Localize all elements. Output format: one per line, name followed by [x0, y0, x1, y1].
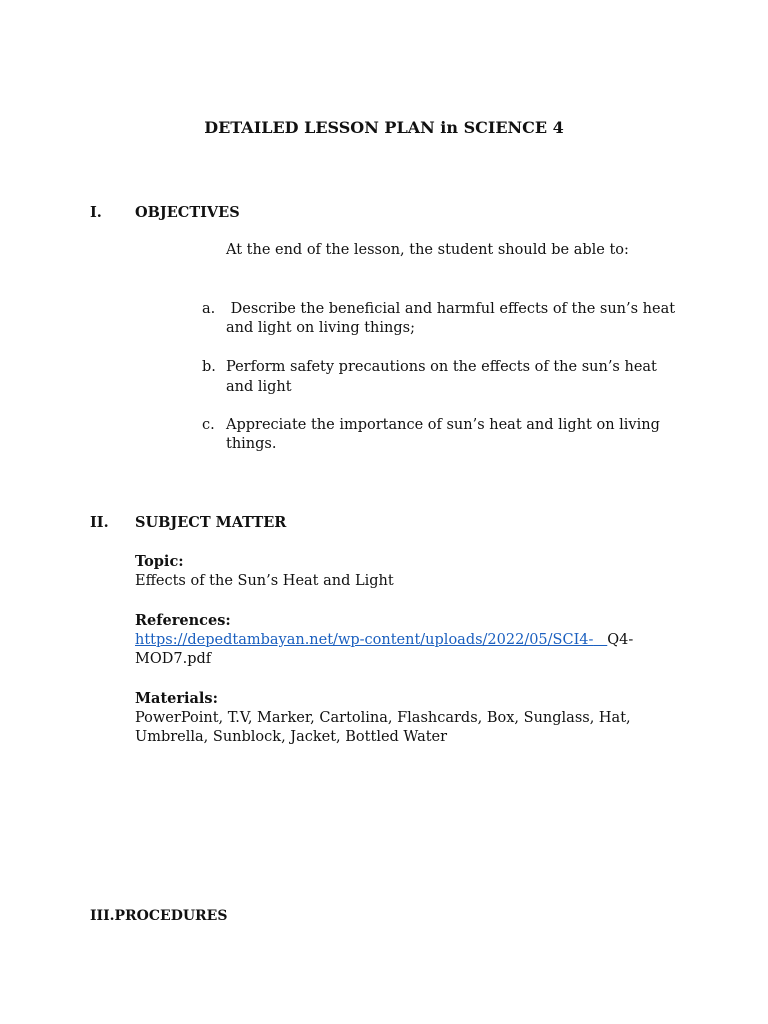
objective-marker-a: a. — [202, 301, 216, 317]
section-heading-objectives: OBJECTIVES — [135, 204, 240, 221]
reference-line1 — [135, 631, 633, 651]
reference-link-gap — [593, 632, 607, 648]
objective-a-line2: and light on living things; — [226, 320, 415, 336]
objective-b-line1: Perform safety precautions on the effects of the sun’s heat — [226, 359, 657, 375]
section-number-objectives: I. — [90, 204, 102, 221]
materials-line2: Umbrella, Sunblock, Jacket, Bottled Water — [135, 729, 448, 745]
objective-marker-b: b. — [202, 359, 216, 375]
references-label: References: — [135, 612, 231, 629]
section-number-subject-matter: II. — [90, 514, 109, 531]
objective-c-line1: Appreciate the importance of sun’s heat and light on living — [226, 417, 660, 433]
section-heading-subject-matter: SUBJECT MATTER — [135, 514, 287, 531]
materials-label: Materials: — [135, 690, 218, 707]
objective-marker-c: c. — [202, 417, 215, 433]
topic-value: Effects of the Sun’s Heat and Light — [135, 573, 394, 589]
objective-a-line1: Describe the beneficial and harmful effects of the sun’s heat — [226, 301, 676, 317]
objective-b-line2: and light — [226, 379, 292, 395]
section-heading-procedures: III.PROCEDURES — [90, 908, 228, 924]
objective-c-line2: things. — [226, 436, 277, 452]
topic-label: Topic: — [135, 553, 184, 570]
reference-link[interactable]: https://depedtambayan.net/wp-content/uploads/2022/05/SCI4- — [135, 632, 594, 648]
reference-suffix: Q4- — [607, 632, 634, 648]
page-title: DETAILED LESSON PLAN in SCIENCE 4 — [204, 118, 564, 137]
materials-line1: PowerPoint, T.V, Marker, Cartolina, Flashcards, Box, Sunglass, Hat, — [135, 710, 631, 726]
objectives-intro: At the end of the lesson, the student should be able to: — [226, 242, 629, 258]
reference-line2: MOD7.pdf — [135, 651, 212, 667]
